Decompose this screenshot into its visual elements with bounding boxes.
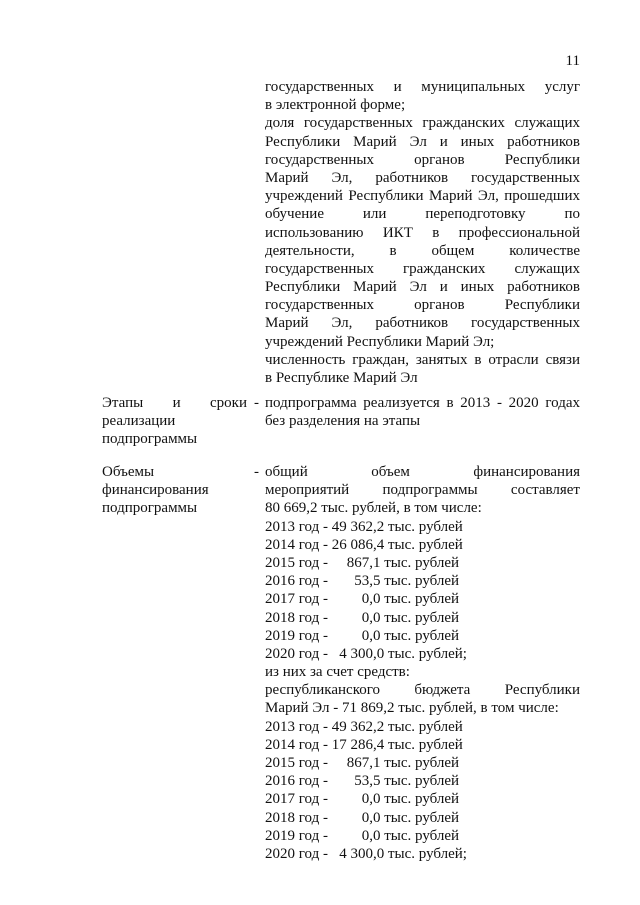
indicator-continuation-text-line: государственных органов Республики (265, 297, 580, 314)
indicator-continuation-text-line: обучение или переподготовку по (265, 206, 580, 223)
stages-dash: - (254, 395, 259, 411)
finance-value-line: 2014 год - 17 286,4 тыс. рублей (265, 736, 463, 753)
indicator-continuation-text-line: государственных органов Республики (265, 151, 580, 168)
finance-value-line: 2015 год - 867,1 тыс. рублей (265, 755, 460, 771)
finance-label-line: подпрограммы (102, 500, 198, 517)
indicator-continuation-text-line: численность граждан, занятых в отрасли связи (265, 351, 580, 368)
indicator-continuation-text-line: доля государственных гражданских служащих (265, 115, 580, 132)
finance-value-line: мероприятий подпрограммы составляет (265, 482, 580, 499)
finance-value-line: 2019 год - 0,0 тыс. рублей (265, 627, 460, 644)
indicator-continuation-text-line: Республики Марий Эл и иных работников (265, 133, 580, 150)
finance-value (265, 463, 580, 863)
indicator-continuation-text-line: государственных и муниципальных услуг (265, 79, 580, 95)
indicator-continuation-text-line: в Республике Марий Эл (265, 370, 418, 386)
indicator-continuation-text-line: Марий Эл, работников государственных (265, 315, 580, 332)
finance-value-line: из них за счет средств: (265, 664, 410, 681)
finance-value-line: 2015 год - 867,1 тыс. рублей (265, 554, 460, 571)
indicator-continuation-text-line: Республики Марий Эл и иных работников (265, 279, 580, 296)
finance-value-line: 2014 год - 26 086,4 тыс. рублей (265, 536, 463, 553)
finance-value-line: 2017 год - 0,0 тыс. рублей (265, 791, 460, 808)
indicator-continuation-text-line: учреждений Республики Марий Эл; (265, 333, 495, 350)
indicator-continuation-text-line: использованию ИКТ в профессиональной (265, 224, 580, 241)
indicator-continuation-text-line: учреждений Республики Марий Эл, прошедших (265, 188, 580, 205)
stages-label-line: Этапы и сроки (102, 395, 247, 411)
stages-value-line: без разделения на этапы (265, 413, 421, 430)
stages-label-line: реализации (102, 413, 176, 430)
finance-value-line: 2016 год - 53,5 тыс. рублей (265, 573, 460, 590)
finance-value-line: 2013 год - 49 362,2 тыс. рублей (265, 718, 463, 735)
stages-value-line: подпрограмма реализуется в 2013 - 2020 годах (265, 395, 580, 411)
finance-value-line: 2013 год - 49 362,2 тыс. рублей (265, 518, 463, 535)
finance-label-line: Объемы (102, 464, 155, 480)
finance-value-line: 2017 год - 0,0 тыс. рублей (265, 591, 460, 608)
indicator-continuation-text-line: Марий Эл, работников государственных (265, 169, 580, 186)
finance-value-line: 80 669,2 тыс. рублей, в том числе: (265, 500, 482, 517)
finance-value-line: 2020 год - 4 300,0 тыс. рублей; (265, 845, 467, 862)
finance-value-line: 2018 год - 0,0 тыс. рублей (265, 609, 460, 626)
finance-label (102, 463, 247, 518)
indicator-continuation-text-line: в электронной форме; (265, 97, 406, 114)
stages-label-line: подпрограммы (102, 431, 198, 448)
finance-value-line: 2020 год - 4 300,0 тыс. рублей; (265, 645, 467, 662)
finance-dash: - (254, 464, 259, 480)
finance-value-line: общий объем финансирования (265, 464, 580, 480)
finance-value-line: 2016 год - 53,5 тыс. рублей (265, 773, 460, 790)
stages-value (265, 394, 580, 430)
finance-label-line: финансирования (102, 482, 209, 499)
indicator-continuation-text-line: деятельности, в общем количестве (265, 242, 580, 259)
indicator-continuation-text (265, 78, 580, 387)
finance-value-line: 2019 год - 0,0 тыс. рублей (265, 827, 460, 844)
finance-value-line: Марий Эл - 71 869,2 тыс. рублей, в том числе: (265, 700, 559, 717)
stages-label (102, 394, 247, 449)
indicator-continuation-text-line: государственных гражданских служащих (265, 260, 580, 277)
finance-value-line: 2018 год - 0,0 тыс. рублей (265, 809, 460, 826)
finance-value-line: республиканского бюджета Республики (265, 682, 580, 699)
page-number: 11 (565, 53, 580, 69)
